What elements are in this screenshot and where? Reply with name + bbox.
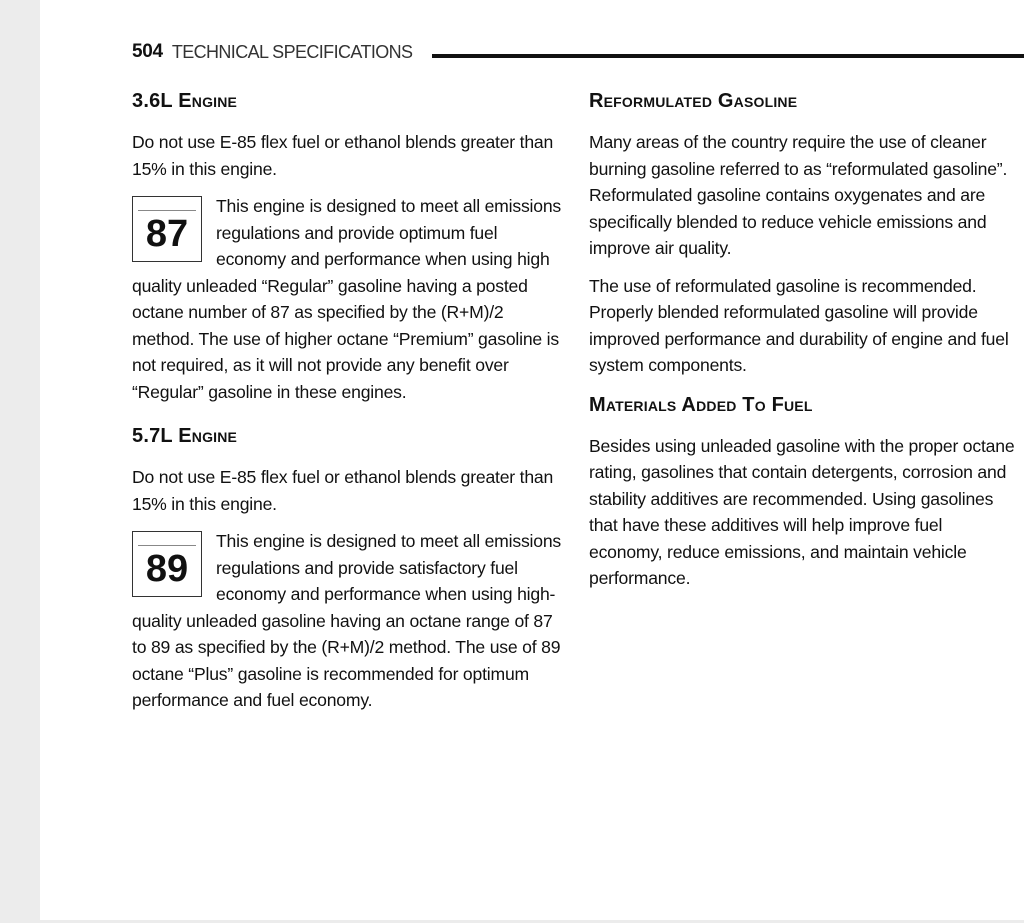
engine-57-warning: Do not use E-85 flex fuel or ethanol blends greater than 15% in this engine.: [132, 467, 554, 514]
engine-36-octane-section: [132, 193, 562, 405]
right-column: [589, 86, 1019, 592]
reformulated-paragraph-1: Many areas of the country require the use of cleaner burning gasoline referred to as “reformulated gasoline”. Reformulated gasoline contains oxygenates and are specifically blended to reduce vehicle emissions and improve air quality.: [589, 132, 1008, 258]
engine-57-heading: 5.7L Engine: [132, 425, 238, 447]
octane-number: 89: [145, 548, 189, 590]
manual-page: [40, 0, 1024, 920]
engine-57-octane-section: [132, 528, 562, 714]
engine-36-heading: 3.6L Engine: [132, 90, 238, 112]
section-title: TECHNICAL SPECIFICATIONS: [171, 41, 413, 62]
materials-paragraph: Besides using unleaded gasoline with the proper octane rating, gasolines that contain detergents, corrosion and stability additives are recommended. Using gasolines that have these additives will help improve fuel economy, reduce emissions, and maintain vehicle performance.: [589, 435, 1015, 588]
octane-label-89: [132, 531, 202, 597]
octane-number: 87: [145, 213, 189, 255]
materials-heading: Materials Added To Fuel: [589, 393, 813, 416]
octane-label-fine-print: [138, 202, 196, 211]
octane-label-fine-print: [138, 537, 196, 546]
header-rule: [432, 54, 1024, 58]
engine-36-body: This engine is designed to meet all emissions regulations and provide optimum fuel economy and performance when using high quality unleaded “Regular” gasoline having a posted octane number of 87 as specified by the (R+M)/2 method. The use of higher octane “Premium” gasoline is not required, as it will not provide any benefit over “Regular” gasoline in these engines.: [132, 196, 562, 402]
page-header: [132, 38, 1024, 66]
left-column: [132, 86, 562, 714]
octane-label-87: [132, 196, 202, 262]
reformulated-heading: Reformulated Gasoline: [589, 90, 798, 112]
page-number: 504: [132, 41, 163, 62]
engine-36-warning: Do not use E-85 flex fuel or ethanol blends greater than 15% in this engine.: [132, 132, 554, 179]
engine-57-body: This engine is designed to meet all emissions regulations and provide satisfactory fuel economy and performance when using high-quality unleaded gasoline having an octane range of 87 to 89 as specified by the (R+M)/2 method. The use of 89 octane “Plus” gasoline is recommended for optimum performance and fuel economy.: [132, 531, 562, 710]
reformulated-paragraph-2: The use of reformulated gasoline is recommended. Properly blended reformulated gasoline will provide improved performance and durability of engine and fuel system components.: [589, 275, 1009, 375]
